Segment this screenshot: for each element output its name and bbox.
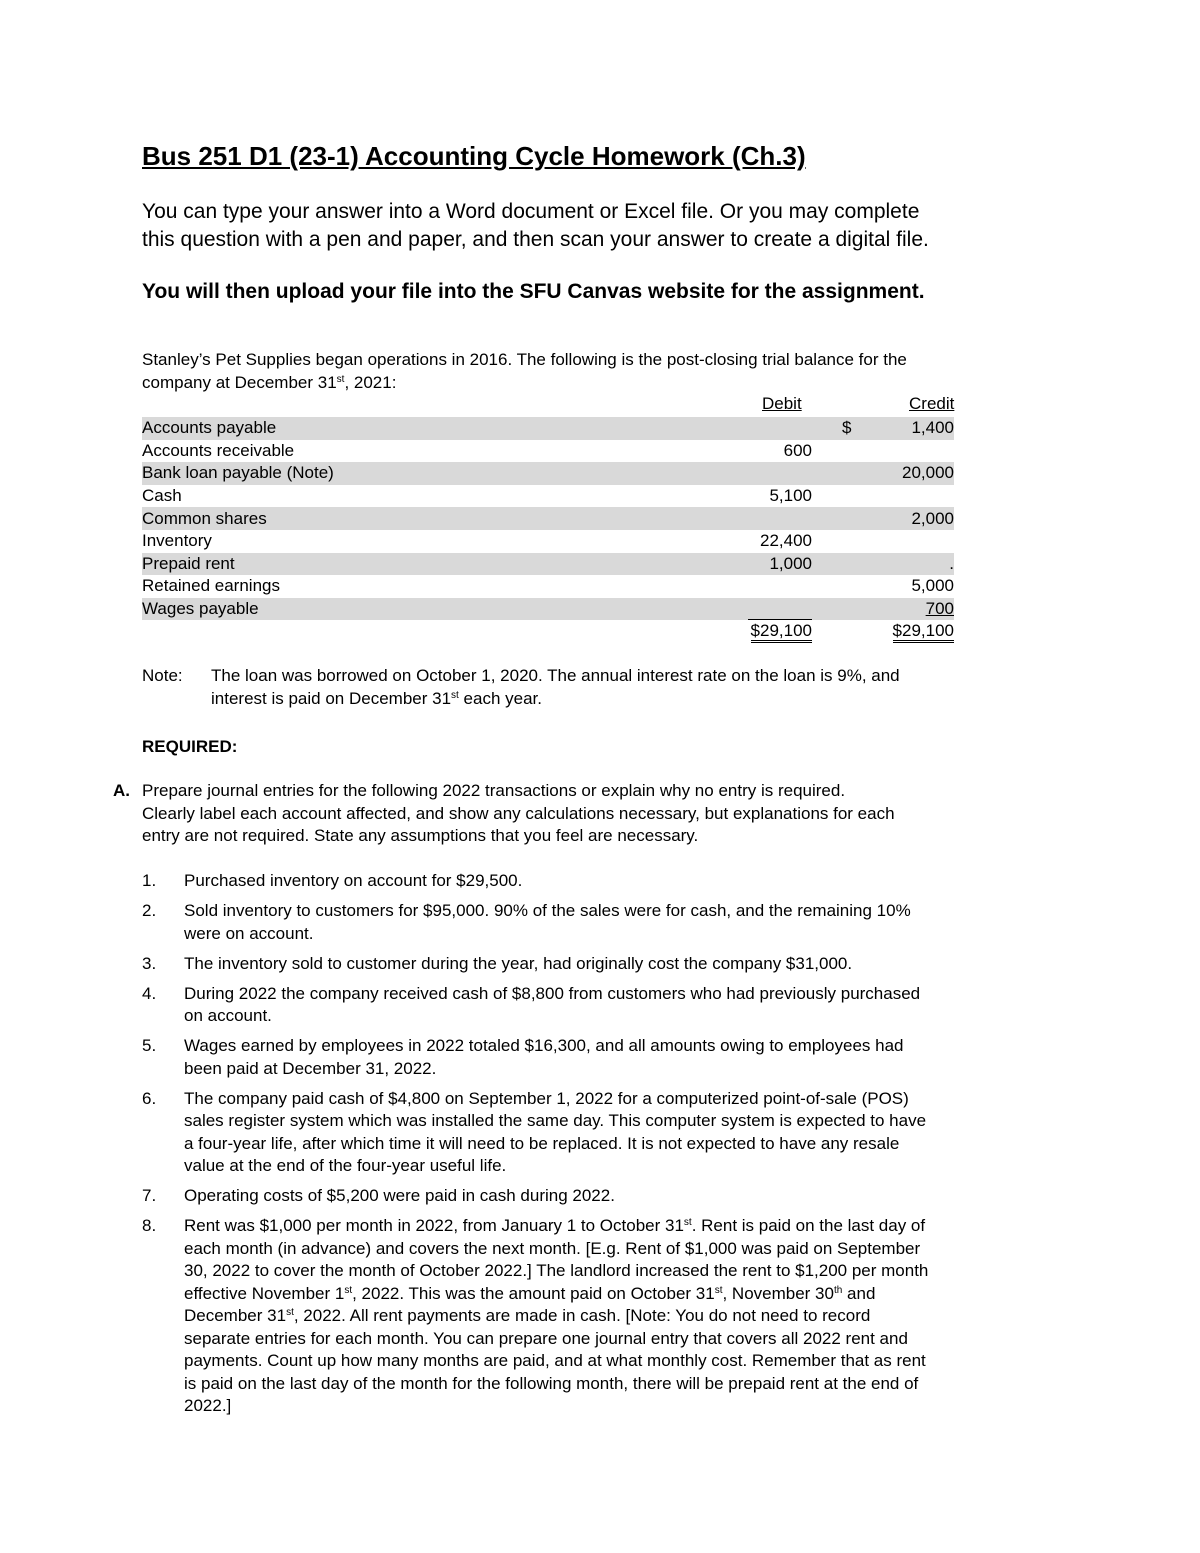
item-line: on account. xyxy=(184,1006,272,1025)
part-a-text xyxy=(142,780,1042,848)
credit-cell: 20,000 xyxy=(842,462,954,485)
item-line: been paid at December 31, 2022. xyxy=(184,1058,437,1078)
required-heading: REQUIRED: xyxy=(142,737,238,756)
account-name: Inventory xyxy=(142,531,212,551)
item-line: Wages earned by employees in 2022 totaled $16,300, and all amounts owing to employees had xyxy=(184,1036,904,1055)
debit-cell xyxy=(702,417,812,440)
account-name: Common shares xyxy=(142,507,702,530)
context-paragraph xyxy=(142,349,1062,394)
list-item xyxy=(142,1215,1062,1418)
dollar-sign: $ xyxy=(842,418,852,438)
intro-line: You can type your answer into a Word document or Excel file. Or you may complete xyxy=(142,200,920,223)
debit-cell xyxy=(702,507,812,530)
credit-cell xyxy=(842,417,954,440)
credit-column-header: Credit xyxy=(909,394,955,413)
intro-paragraph xyxy=(142,198,1062,254)
table-row xyxy=(142,598,954,621)
total-debit-cell xyxy=(702,620,812,643)
context-line: company at December 31st, 2021: xyxy=(142,372,397,392)
account-name: Prepaid rent xyxy=(142,553,702,576)
table-row xyxy=(142,507,954,530)
item-line: sales register system which was installed the same day. This computer system is expected to have xyxy=(184,1111,927,1130)
item-number: 8. xyxy=(142,1216,157,1235)
list-item xyxy=(142,1035,1062,1080)
credit-cell xyxy=(842,530,954,553)
item-line: The inventory sold to customer during the year, had originally cost the company $31,000. xyxy=(184,953,853,973)
context-line: Stanley’s Pet Supplies began operations in 2016. The following is the post-closing trial balance for the xyxy=(142,350,907,369)
item-line: is paid on the last day of the month for the following month, there will be prepaid rent at the end of xyxy=(184,1373,919,1393)
item-line: separate entries for each month. You can prepare one journal entry that covers all 2022 rent and xyxy=(184,1328,908,1348)
total-credit: $29,100 xyxy=(893,622,954,643)
item-line: The company paid cash of $4,800 on September 1, 2022 for a computerized point-of-sale (POS) xyxy=(184,1088,909,1108)
totals-row xyxy=(142,620,954,643)
item-number: 2. xyxy=(142,901,157,920)
total-credit-cell xyxy=(842,620,954,643)
item-line: a four-year life, after which time it will need to be replaced. It is not expected to have any resale xyxy=(184,1133,900,1153)
debit-cell xyxy=(702,462,812,485)
item-line: Rent was $1,000 per month in 2022, from January 1 to October 31st. Rent is paid on the last day of xyxy=(184,1216,926,1235)
item-line: each month (in advance) and covers the next month. [E.g. Rent of $1,000 was paid on September xyxy=(184,1238,921,1258)
credit-value: 1,400 xyxy=(911,418,954,438)
table-row xyxy=(142,440,954,463)
table-row xyxy=(142,417,954,440)
item-number: 4. xyxy=(142,983,157,1003)
item-line: 2022.] xyxy=(184,1396,232,1415)
underline-rule xyxy=(748,604,812,620)
note-line: interest is paid on December 31st each year. xyxy=(211,688,542,708)
list-item xyxy=(142,900,1062,945)
account-name: Retained earnings xyxy=(142,576,280,596)
item-number: 1. xyxy=(142,871,157,890)
debit-cell xyxy=(702,598,812,621)
table-row xyxy=(142,553,954,576)
item-line: December 31st, 2022. All rent payments are made in cash. [Note: You do not need to record xyxy=(184,1306,871,1325)
item-line: Purchased inventory on account for $29,500. xyxy=(184,871,523,890)
part-a-line: entry are not required. State any assumptions that you feel are necessary. xyxy=(142,826,699,845)
item-line: effective November 1st, 2022. This was the amount paid on October 31st, November 30th and xyxy=(184,1283,876,1303)
part-a-line: Clearly label each account affected, and show any calculations necessary, but explanations for each xyxy=(142,803,895,823)
credit-value: 700 xyxy=(925,599,954,619)
item-number: 5. xyxy=(142,1036,157,1055)
account-name: Wages payable xyxy=(142,598,702,621)
part-a-letter: A. xyxy=(113,781,130,800)
account-name: Accounts payable xyxy=(142,417,702,440)
transaction-list xyxy=(142,870,1062,1425)
note-text xyxy=(211,665,1061,710)
item-line: payments. Count up how many months are paid, and at what monthly cost. Remember that as rent xyxy=(184,1351,926,1370)
trial-balance-header xyxy=(142,394,954,416)
account-name: Cash xyxy=(142,486,182,506)
account-name: Accounts receivable xyxy=(142,440,295,460)
item-line: Sold inventory to customers for $95,000. 90% of the sales were for cash, and the remaining 10% xyxy=(184,901,911,920)
account-name: Bank loan payable (Note) xyxy=(142,462,702,485)
note-label: Note: xyxy=(142,666,183,685)
debit-cell: 5,100 xyxy=(769,486,812,506)
debit-column-header: Debit xyxy=(762,394,802,413)
item-number: 7. xyxy=(142,1186,157,1205)
credit-cell: 5,000 xyxy=(911,576,954,596)
item-line: value at the end of the four-year useful life. xyxy=(184,1156,507,1175)
debit-cell: 600 xyxy=(783,440,812,460)
credit-cell xyxy=(842,485,954,508)
total-debit: $29,100 xyxy=(751,622,812,643)
table-row xyxy=(142,530,954,553)
item-line: were on account. xyxy=(184,923,314,943)
credit-cell: 2,000 xyxy=(842,507,954,530)
item-line: Operating costs of $5,200 were paid in cash during 2022. xyxy=(184,1186,615,1205)
item-number: 6. xyxy=(142,1088,157,1108)
table-row xyxy=(142,485,954,508)
intro-line: this question with a pen and paper, and then scan your answer to create a digital file. xyxy=(142,228,929,251)
list-item xyxy=(142,1088,1062,1178)
debit-cell: 22,400 xyxy=(760,531,812,551)
list-item xyxy=(142,870,1062,893)
credit-cell xyxy=(842,440,954,463)
debit-cell xyxy=(702,575,812,598)
item-number: 3. xyxy=(142,953,157,973)
item-line: During 2022 the company received cash of $8,800 from customers who had previously purchased xyxy=(184,983,921,1003)
credit-cell: . xyxy=(842,553,954,576)
table-row xyxy=(142,462,954,485)
credit-cell xyxy=(842,598,954,621)
page-title: Bus 251 D1 (23-1) Accounting Cycle Homework (Ch.3) xyxy=(142,141,806,171)
upload-instruction: You will then upload your file into the SFU Canvas website for the assignment. xyxy=(142,280,925,303)
list-item xyxy=(142,1185,1062,1208)
item-line: 30, 2022 to cover the month of October 2022.] The landlord increased the rent to $1,200 per month xyxy=(184,1261,929,1280)
trial-balance-table xyxy=(142,417,954,643)
table-row xyxy=(142,575,954,598)
part-a-line: Prepare journal entries for the following 2022 transactions or explain why no entry is required. xyxy=(142,781,846,800)
debit-cell: 1,000 xyxy=(702,553,812,576)
list-item xyxy=(142,953,1062,976)
note-line: The loan was borrowed on October 1, 2020. The annual interest rate on the loan is 9%, and xyxy=(211,666,900,685)
list-item xyxy=(142,983,1062,1028)
